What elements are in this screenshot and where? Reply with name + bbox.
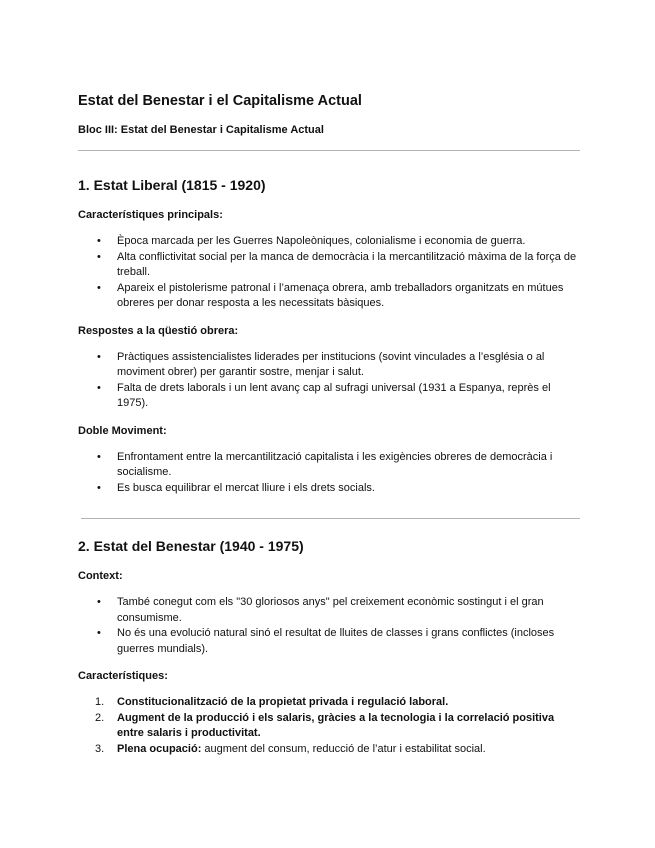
list-item: • Es busca equilibrar el mercat lliure i els drets socials. xyxy=(78,481,577,497)
list-item xyxy=(78,695,577,711)
list-item: • Enfrontament entre la mercantilització capitalista i les exigències obreres de democràcia i socialisme. xyxy=(78,450,577,481)
list-number: 2. xyxy=(95,711,105,724)
section-1-double-movement-heading: Doble Moviment: xyxy=(78,424,167,437)
section-1-title: 1. Estat Liberal (1815 - 1920) xyxy=(78,177,266,193)
list-number: 3. xyxy=(95,742,105,755)
section-2-context-list xyxy=(78,595,577,657)
section-2-title: 2. Estat del Benestar (1940 - 1975) xyxy=(78,538,304,554)
list-item-text: augment del consum, reducció de l’atur i estabilitat social. xyxy=(201,742,486,755)
list-item: • Apareix el pistolerisme patronal i l’amenaça obrera, amb treballadors organitzats en mútues obreres per donar resposta a les necessitats bàsiques. xyxy=(78,281,577,312)
section-1-characteristics-list xyxy=(78,234,577,312)
list-item xyxy=(78,742,577,758)
divider xyxy=(78,150,580,151)
list-item: • Falta de drets laborals i un lent avanç cap al sufragi universal (1931 a Espanya, reprès el 1975). xyxy=(78,381,577,412)
divider xyxy=(81,518,580,519)
section-2-characteristics-heading: Característiques: xyxy=(78,670,168,682)
section-2-characteristics-list xyxy=(78,695,577,757)
list-item-bold: Plena ocupació: xyxy=(117,742,202,755)
section-1-responses-heading: Respostes a la qüestió obrera: xyxy=(78,324,239,337)
section-1-responses-list xyxy=(78,350,577,412)
list-item: • No és una evolució natural sinó el resultat de lluites de classes i grans conflictes (incloses guerres mundials). xyxy=(78,626,577,657)
section-1-double-movement-list xyxy=(78,450,577,497)
document-title: Estat del Benestar i el Capitalisme Actual xyxy=(78,93,362,109)
section-1-characteristics-heading: Característiques principals: xyxy=(78,209,223,221)
list-number: 1. xyxy=(95,696,105,708)
list-item xyxy=(78,711,577,742)
list-item-bold: Augment de la producció i els salaris, gràcies a la tecnologia i la correlació positiva entre salaris i productivitat. xyxy=(117,711,555,739)
document-subtitle: Bloc III: Estat del Benestar i Capitalisme Actual xyxy=(78,124,324,136)
list-item: • Pràctiques assistencialistes liderades per institucions (sovint vinculades a l’església o al moviment obrer) per garantir sostre, menjar i salut. xyxy=(78,350,577,381)
list-item: • També conegut com els "30 gloriosos anys" pel creixement econòmic sostingut i el gran consumisme. xyxy=(78,595,577,626)
list-item: • Alta conflictivitat social per la manca de democràcia i la mercantilització màxima de la força de treball. xyxy=(78,250,577,281)
section-2-context-heading: Context: xyxy=(78,570,123,582)
list-item-bold: Constitucionalització de la propietat privada i regulació laboral. xyxy=(117,696,449,708)
list-item: • Època marcada per les Guerres Napoleòniques, colonialisme i economia de guerra. xyxy=(78,234,577,250)
